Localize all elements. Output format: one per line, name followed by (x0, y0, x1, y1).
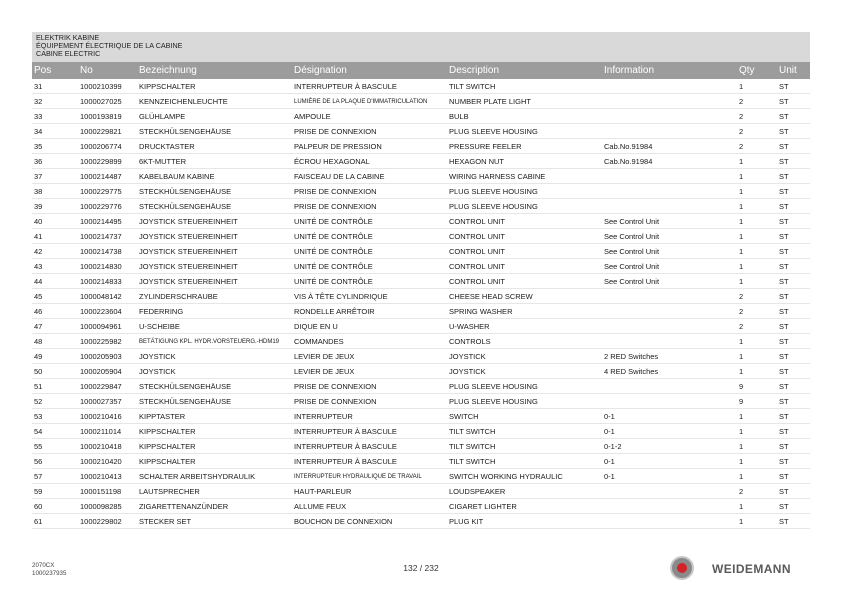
cell-qty: 2 (739, 97, 744, 106)
table-row (32, 274, 810, 289)
table-row (32, 199, 810, 214)
cell-bezeichnung: KIPPSCHALTER (139, 442, 196, 451)
title-french: ÉQUIPEMENT ÉLECTRIQUE DE LA CABINE (36, 41, 183, 51)
cell-bezeichnung: 6KT-MUTTER (139, 157, 187, 166)
cell-pos: 37 (34, 172, 43, 181)
column-header-information: Information (604, 65, 655, 76)
column-header-qty: Qty (739, 65, 755, 76)
cell-description: CHEESE HEAD SCREW (449, 292, 533, 301)
cell-part-number: 1000151198 (80, 487, 122, 496)
cell-bezeichnung: FEDERRING (139, 307, 184, 316)
cell-part-number: 1000229775 (80, 187, 122, 196)
cell-information: 2 RED Switches (604, 352, 659, 361)
cell-designation: UNITÉ DE CONTRÔLE (294, 262, 373, 271)
cell-bezeichnung: DRUCKTASTER (139, 142, 195, 151)
cell-part-number: 1000229821 (80, 127, 122, 136)
table-row (32, 184, 810, 199)
cell-unit: ST (779, 172, 789, 181)
cell-pos: 32 (34, 97, 43, 106)
cell-unit: ST (779, 457, 789, 466)
cell-bezeichnung: U-SCHEIBE (139, 322, 180, 331)
cell-pos: 51 (34, 382, 43, 391)
cell-bezeichnung: STECKHÜLSENGEHÄUSE (139, 187, 232, 196)
cell-description: PLUG SLEEVE HOUSING (449, 187, 538, 196)
cell-description: LOUDSPEAKER (449, 487, 506, 496)
column-header-description: Description (449, 65, 500, 76)
column-header-designation: Désignation (294, 65, 347, 76)
cell-part-number: 1000210416 (80, 412, 122, 421)
cell-part-number: 1000211014 (80, 427, 122, 436)
column-header-pos: Pos (34, 65, 52, 76)
cell-designation: INTERRUPTEUR (294, 412, 353, 421)
cell-part-number: 1000214495 (80, 217, 122, 226)
table-row (32, 139, 810, 154)
cell-bezeichnung: KIPPSCHALTER (139, 82, 196, 91)
cell-unit: ST (779, 517, 789, 526)
cell-designation: VIS À TÊTE CYLINDRIQUE (294, 292, 388, 301)
cell-description: TILT SWITCH (449, 457, 496, 466)
cell-bezeichnung: JOYSTICK STEUEREINHEIT (139, 277, 238, 286)
table-row (32, 364, 810, 379)
cell-information: See Control Unit (604, 217, 660, 226)
cell-designation: INTERRUPTEUR À BASCULE (294, 457, 397, 466)
cell-description: PLUG SLEEVE HOUSING (449, 202, 538, 211)
title-german: ELEKTRIK KABINE (36, 33, 100, 42)
cell-information: See Control Unit (604, 277, 660, 286)
cell-information: 0-1 (604, 412, 615, 421)
cell-designation: UNITÉ DE CONTRÔLE (294, 277, 373, 286)
table-row (32, 229, 810, 244)
cell-qty: 2 (739, 142, 744, 151)
cell-information: Cab.No.91984 (604, 142, 653, 151)
cell-pos: 56 (34, 457, 43, 466)
cell-bezeichnung: JOYSTICK (139, 352, 176, 361)
table-row (32, 454, 810, 469)
cell-pos: 40 (34, 217, 43, 226)
cell-qty: 1 (739, 457, 744, 466)
cell-unit: ST (779, 397, 789, 406)
cell-qty: 1 (739, 502, 744, 511)
table-row (32, 394, 810, 409)
cell-part-number: 1000098285 (80, 502, 122, 511)
cell-part-number: 1000094961 (80, 322, 122, 331)
cell-designation: UNITÉ DE CONTRÔLE (294, 217, 373, 226)
table-row (32, 94, 810, 109)
cell-pos: 59 (34, 487, 43, 496)
cell-qty: 1 (739, 217, 744, 226)
cell-unit: ST (779, 472, 789, 481)
cell-description: CIGARET LIGHTER (449, 502, 517, 511)
table-row (32, 289, 810, 304)
cell-description: PLUG KIT (449, 517, 484, 526)
cell-pos: 47 (34, 322, 43, 331)
cell-description: NUMBER PLATE LIGHT (449, 97, 531, 106)
cell-description: TILT SWITCH (449, 82, 496, 91)
weidemann-logo-text: WEIDEMANN (712, 562, 791, 576)
table-row (32, 154, 810, 169)
cell-bezeichnung: JOYSTICK STEUEREINHEIT (139, 217, 238, 226)
cell-designation: INTERRUPTEUR À BASCULE (294, 442, 397, 451)
cell-information: Cab.No.91984 (604, 157, 653, 166)
cell-description: PLUG SLEEVE HOUSING (449, 382, 538, 391)
cell-qty: 1 (739, 442, 744, 451)
cell-bezeichnung: STECKHÜLSENGEHÄUSE (139, 397, 232, 406)
cell-information: 0-1 (604, 457, 615, 466)
cell-qty: 1 (739, 472, 744, 481)
cell-part-number: 1000027357 (80, 397, 122, 406)
cell-qty: 1 (739, 247, 744, 256)
cell-pos: 50 (34, 367, 43, 376)
table-row (32, 79, 810, 94)
cell-information: 0-1 (604, 472, 615, 481)
cell-bezeichnung: ZIGARETTENANZÜNDER (139, 502, 229, 511)
cell-designation: INTERRUPTEUR À BASCULE (294, 427, 397, 436)
cell-part-number: 1000229802 (80, 517, 122, 526)
cell-unit: ST (779, 217, 789, 226)
table-row (32, 439, 810, 454)
table-row (32, 379, 810, 394)
cell-description: WIRING HARNESS CABINE (449, 172, 546, 181)
cell-designation: LUMIÈRE DE LA PLAQUE D'IMMATRICULATION (294, 99, 428, 105)
cell-pos: 35 (34, 142, 43, 151)
cell-qty: 1 (739, 427, 744, 436)
cell-part-number: 1000205903 (80, 352, 122, 361)
cell-bezeichnung: KIPPSCHALTER (139, 427, 196, 436)
cell-unit: ST (779, 352, 789, 361)
cell-qty: 2 (739, 322, 744, 331)
cell-designation: HAUT-PARLEUR (294, 487, 352, 496)
cell-pos: 61 (34, 517, 43, 526)
table-row (32, 514, 810, 529)
cell-part-number: 1000205904 (80, 367, 122, 376)
cell-unit: ST (779, 367, 789, 376)
cell-unit: ST (779, 277, 789, 286)
cell-qty: 2 (739, 127, 744, 136)
cell-unit: ST (779, 97, 789, 106)
document-title-block (32, 32, 810, 62)
cell-designation: PRISE DE CONNEXION (294, 397, 377, 406)
cell-pos: 41 (34, 232, 43, 241)
cell-unit: ST (779, 232, 789, 241)
cell-designation: LEVIER DE JEUX (294, 367, 355, 376)
weidemann-logo-icon (670, 556, 694, 580)
cell-description: TILT SWITCH (449, 442, 496, 451)
cell-unit: ST (779, 292, 789, 301)
cell-part-number: 1000048142 (80, 292, 122, 301)
cell-qty: 2 (739, 307, 744, 316)
table-row (32, 349, 810, 364)
cell-designation: UNITÉ DE CONTRÔLE (294, 232, 373, 241)
table-row (32, 409, 810, 424)
cell-description: JOYSTICK (449, 367, 486, 376)
cell-designation: RONDELLE ARRÊTOIR (294, 307, 375, 316)
cell-pos: 60 (34, 502, 43, 511)
cell-unit: ST (779, 142, 789, 151)
cell-designation: PRISE DE CONNEXION (294, 382, 377, 391)
cell-qty: 1 (739, 232, 744, 241)
cell-description: CONTROL UNIT (449, 277, 505, 286)
cell-bezeichnung: JOYSTICK STEUEREINHEIT (139, 247, 238, 256)
cell-unit: ST (779, 127, 789, 136)
cell-bezeichnung: LAUTSPRECHER (139, 487, 200, 496)
cell-designation: LEVIER DE JEUX (294, 352, 355, 361)
cell-unit: ST (779, 157, 789, 166)
cell-information: 0-1 (604, 427, 615, 436)
table-row (32, 469, 810, 484)
cell-pos: 34 (34, 127, 43, 136)
cell-description: JOYSTICK (449, 352, 486, 361)
cell-unit: ST (779, 382, 789, 391)
cell-unit: ST (779, 427, 789, 436)
cell-qty: 1 (739, 412, 744, 421)
cell-description: PRESSURE FEELER (449, 142, 522, 151)
cell-designation: PRISE DE CONNEXION (294, 187, 377, 196)
cell-designation: FAISCEAU DE LA CABINE (294, 172, 385, 181)
footer-doc-number: 1000237935 (32, 569, 67, 577)
cell-designation: PALPEUR DE PRESSION (294, 142, 382, 151)
cell-pos: 46 (34, 307, 43, 316)
cell-pos: 54 (34, 427, 43, 436)
cell-pos: 33 (34, 112, 43, 121)
cell-qty: 1 (739, 262, 744, 271)
cell-pos: 48 (34, 337, 43, 346)
cell-description: SPRING WASHER (449, 307, 513, 316)
cell-qty: 1 (739, 157, 744, 166)
cell-qty: 1 (739, 187, 744, 196)
cell-designation: ÉCROU HEXAGONAL (294, 157, 370, 166)
cell-qty: 1 (739, 202, 744, 211)
cell-qty: 1 (739, 517, 744, 526)
cell-description: SWITCH (449, 412, 479, 421)
cell-description: CONTROL UNIT (449, 217, 505, 226)
cell-description: HEXAGON NUT (449, 157, 505, 166)
footer-model: 2070CX (32, 562, 55, 569)
cell-part-number: 1000210413 (80, 472, 122, 481)
table-row (32, 259, 810, 274)
cell-part-number: 1000214830 (80, 262, 122, 271)
cell-part-number: 1000214487 (80, 172, 122, 181)
cell-part-number: 1000210420 (80, 457, 122, 466)
cell-pos: 45 (34, 292, 43, 301)
cell-qty: 1 (739, 367, 744, 376)
cell-qty: 2 (739, 487, 744, 496)
cell-qty: 1 (739, 172, 744, 181)
cell-pos: 36 (34, 157, 43, 166)
cell-information: 0-1-2 (604, 442, 622, 451)
table-row (32, 424, 810, 439)
cell-qty: 1 (739, 277, 744, 286)
cell-description: CONTROL UNIT (449, 232, 505, 241)
cell-qty: 2 (739, 292, 744, 301)
page-number: 132 / 232 (403, 563, 439, 573)
cell-part-number: 1000229776 (80, 202, 122, 211)
cell-bezeichnung: KIPPSCHALTER (139, 457, 196, 466)
cell-designation: COMMANDES (294, 337, 344, 346)
table-header (32, 62, 810, 79)
title-english: CABINE ELECTRIC (36, 49, 101, 59)
table-row (32, 484, 810, 499)
cell-part-number: 1000214833 (80, 277, 122, 286)
cell-designation: BOUCHON DE CONNEXION (294, 517, 393, 526)
column-header-bezeichnung: Bezeichnung (139, 65, 197, 76)
cell-designation: AMPOULE (294, 112, 331, 121)
table-row (32, 499, 810, 514)
cell-qty: 1 (739, 352, 744, 361)
cell-part-number: 1000206774 (80, 142, 122, 151)
cell-description: SWITCH WORKING HYDRAULIC (449, 472, 563, 481)
cell-designation: ALLUME FEUX (294, 502, 347, 511)
cell-unit: ST (779, 412, 789, 421)
cell-bezeichnung: JOYSTICK STEUEREINHEIT (139, 262, 238, 271)
cell-unit: ST (779, 322, 789, 331)
cell-qty: 1 (739, 337, 744, 346)
column-header-unit: Unit (779, 65, 797, 76)
cell-unit: ST (779, 187, 789, 196)
cell-part-number: 1000229899 (80, 157, 122, 166)
cell-description: CONTROLS (449, 337, 491, 346)
cell-pos: 53 (34, 412, 43, 421)
cell-bezeichnung: GLÜHLAMPE (139, 112, 186, 121)
cell-description: TILT SWITCH (449, 427, 496, 436)
table-row (32, 304, 810, 319)
cell-qty: 9 (739, 382, 744, 391)
cell-pos: 43 (34, 262, 43, 271)
cell-part-number: 1000229847 (80, 382, 122, 391)
cell-bezeichnung: JOYSTICK (139, 367, 176, 376)
cell-bezeichnung: STECKER SET (139, 517, 192, 526)
cell-designation: PRISE DE CONNEXION (294, 127, 377, 136)
cell-information: See Control Unit (604, 262, 660, 271)
cell-bezeichnung: BETÄTIGUNG KPL. HYDR.VORSTEUERG.-HDM19 (139, 339, 280, 345)
cell-information: 4 RED Switches (604, 367, 659, 376)
cell-pos: 57 (34, 472, 43, 481)
cell-part-number: 1000223604 (80, 307, 122, 316)
cell-bezeichnung: KIPPTASTER (139, 412, 186, 421)
parts-table-body (32, 79, 810, 529)
table-row (32, 214, 810, 229)
table-row (32, 124, 810, 139)
cell-description: CONTROL UNIT (449, 262, 505, 271)
cell-part-number: 1000225982 (80, 337, 122, 346)
cell-unit: ST (779, 262, 789, 271)
cell-designation: INTERRUPTEUR HYDRAULIQUE DE TRAVAIL (294, 474, 422, 480)
cell-bezeichnung: KABELBAUM KABINE (139, 172, 215, 181)
cell-unit: ST (779, 442, 789, 451)
weidemann-logo (670, 556, 810, 582)
cell-unit: ST (779, 112, 789, 121)
cell-unit: ST (779, 202, 789, 211)
table-row (32, 244, 810, 259)
cell-bezeichnung: SCHALTER ARBEITSHYDRAULIK (139, 472, 256, 481)
cell-information: See Control Unit (604, 232, 660, 241)
cell-pos: 39 (34, 202, 43, 211)
table-row (32, 319, 810, 334)
cell-part-number: 1000027025 (80, 97, 122, 106)
cell-pos: 52 (34, 397, 43, 406)
cell-part-number: 1000210418 (80, 442, 122, 451)
cell-bezeichnung: ZYLINDERSCHRAUBE (139, 292, 218, 301)
cell-bezeichnung: KENNZEICHENLEUCHTE (139, 97, 228, 106)
cell-description: CONTROL UNIT (449, 247, 505, 256)
cell-unit: ST (779, 82, 789, 91)
cell-designation: UNITÉ DE CONTRÔLE (294, 247, 373, 256)
cell-bezeichnung: STECKHÜLSENGEHÄUSE (139, 382, 232, 391)
cell-bezeichnung: STECKHÜLSENGEHÄUSE (139, 127, 232, 136)
table-row (32, 334, 810, 349)
cell-unit: ST (779, 487, 789, 496)
cell-part-number: 1000193819 (80, 112, 122, 121)
cell-pos: 38 (34, 187, 43, 196)
cell-unit: ST (779, 307, 789, 316)
cell-information: See Control Unit (604, 247, 660, 256)
column-header-no: No (80, 65, 93, 76)
cell-unit: ST (779, 337, 789, 346)
cell-designation: DIQUE EN U (294, 322, 338, 331)
cell-part-number: 1000214738 (80, 247, 122, 256)
cell-qty: 2 (739, 112, 744, 121)
cell-description: PLUG SLEEVE HOUSING (449, 397, 538, 406)
cell-description: U-WASHER (449, 322, 490, 331)
cell-pos: 31 (34, 82, 43, 91)
cell-pos: 49 (34, 352, 43, 361)
cell-description: BULB (449, 112, 469, 121)
cell-bezeichnung: STECKHÜLSENGEHÄUSE (139, 202, 232, 211)
cell-part-number: 1000214737 (80, 232, 122, 241)
cell-unit: ST (779, 502, 789, 511)
cell-part-number: 1000210399 (80, 82, 122, 91)
cell-bezeichnung: JOYSTICK STEUEREINHEIT (139, 232, 238, 241)
cell-description: PLUG SLEEVE HOUSING (449, 127, 538, 136)
cell-qty: 1 (739, 82, 744, 91)
cell-designation: PRISE DE CONNEXION (294, 202, 377, 211)
cell-designation: INTERRUPTEUR À BASCULE (294, 82, 397, 91)
table-row (32, 109, 810, 124)
cell-qty: 9 (739, 397, 744, 406)
cell-unit: ST (779, 247, 789, 256)
cell-pos: 55 (34, 442, 43, 451)
table-row (32, 169, 810, 184)
cell-pos: 44 (34, 277, 43, 286)
cell-pos: 42 (34, 247, 43, 256)
